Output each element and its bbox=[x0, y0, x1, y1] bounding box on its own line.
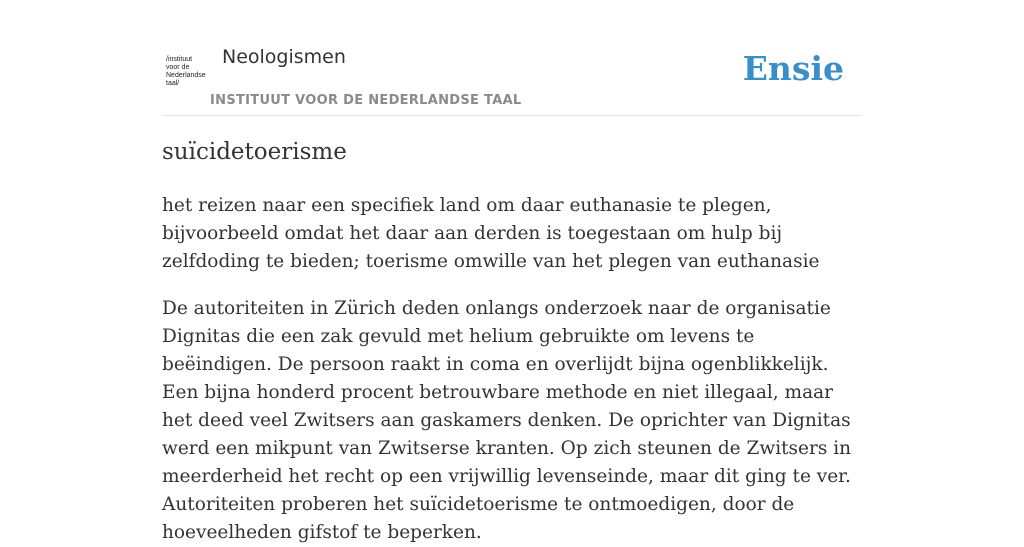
header bbox=[162, 40, 862, 116]
example-text: De autoriteiten in Zürich deden onlangs onderzoek naar de organisatie Dignitas die een zak gevuld met helium gebruikte om levens te beëindigen. De persoon raakt in coma en overlijdt bijna ogenblikkelijk. Een bijna honderd procent betrouwbare methode en niet illegaal, maar het deed veel Zwitsers aan gaskamers denken. De oprichter van Dignitas werd een mikpunt van Zwitserse kranten. Op zich steunen de Zwitsers in meerderheid het recht op een vrijwillig levenseinde, maar dit ging te ver. Autoriteiten proberen het suïcidetoerisme te ontmoedigen, door de hoeveelheden gifstof te beperken. bbox=[162, 298, 852, 543]
term-title: suïcidetoerisme bbox=[162, 139, 347, 165]
source-subtitle: INSTITUUT VOOR DE NEDERLANDSE TAAL bbox=[210, 93, 522, 108]
definition-text: het reizen naar een specifiek land om daar euthanasie te plegen, bijvoorbeeld omdat het daar aan derden is toegestaan om hulp bij zelfdoding te bieden; toerisme omwille van het plegen van euthanasie bbox=[162, 195, 820, 272]
institute-logo[interactable]: /instituut voor de Nederlandse taal/ bbox=[166, 56, 206, 87]
ensie-logo[interactable]: Ensie bbox=[742, 49, 844, 88]
source-title[interactable]: Neologismen bbox=[222, 46, 346, 68]
